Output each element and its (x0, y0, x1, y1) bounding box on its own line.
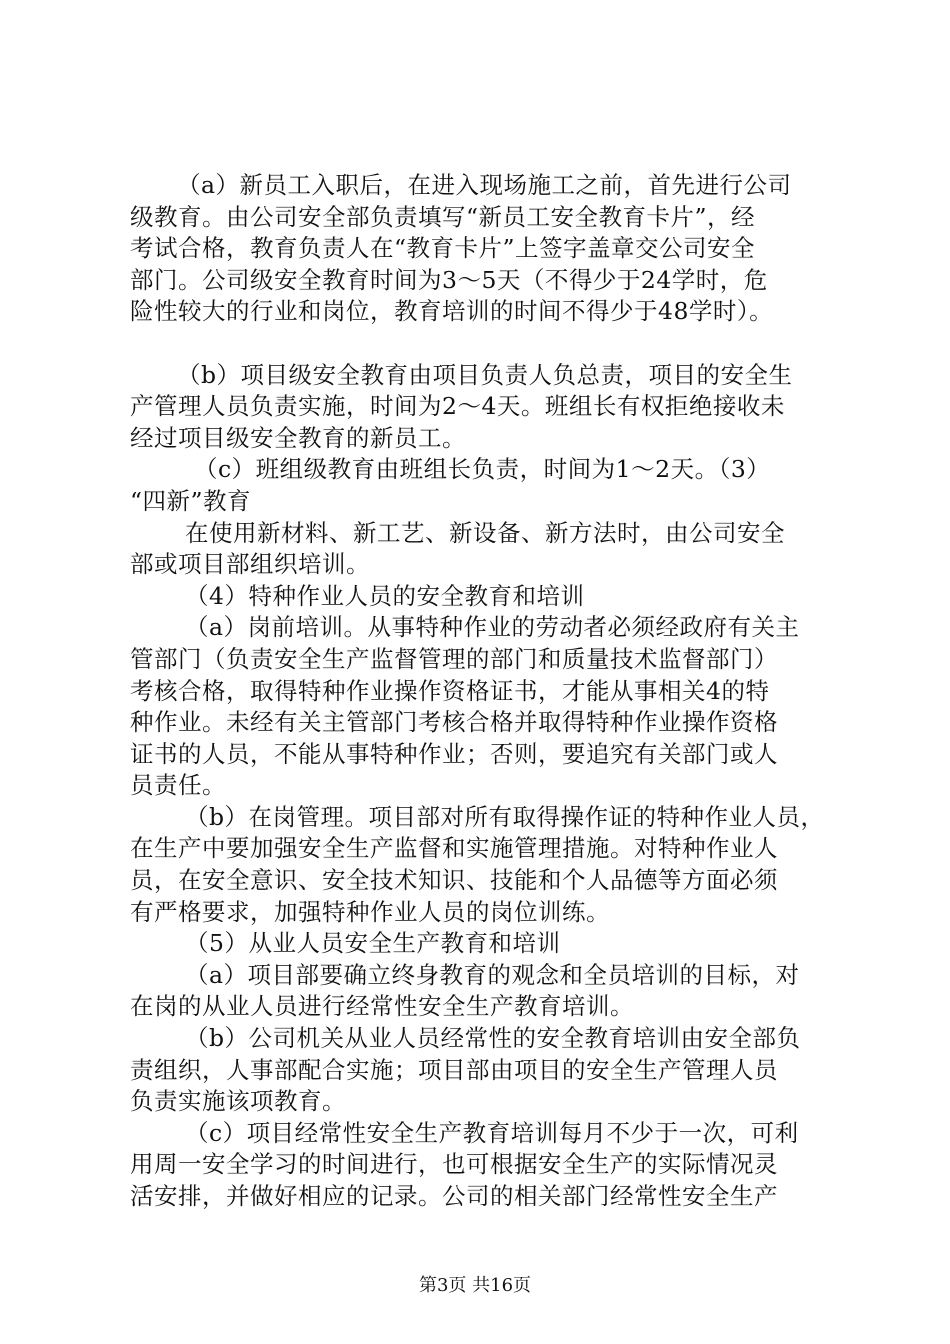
text-line: 员责任。 (130, 771, 226, 800)
text-line: 有严格要求，加强特种作业人员的岗位训练。 (130, 897, 610, 926)
text-line: 考试合格，教育负责人在“教育卡片”上签字盖章交公司安全 (130, 234, 756, 263)
text-line: 在生产中要加强安全生产监督和实施管理措施。对特种作业人 (130, 834, 778, 863)
text-line: 管部门（负责安全生产监督管理的部门和质量技术监督部门） (130, 644, 778, 673)
text-line: （b）公司机关从业人员经常性的安全教育培训由安全部负 (185, 1024, 801, 1053)
text-line: （b）在岗管理。项目部对所有取得操作证的特种作业人员， (185, 802, 825, 831)
text-line: （c）班组级教育由班组长负责，时间为1～2天。（3） (194, 455, 771, 484)
text-line: 考核合格，取得特种作业操作资格证书，才能从事相关4的特 (130, 676, 770, 705)
text-line: 责组织，人事部配合实施；项目部由项目的安全生产管理人员 (130, 1055, 778, 1084)
text-line: 部或项目部组织培训。 (130, 550, 370, 579)
text-line: 负责实施该项教育。 (130, 1087, 346, 1116)
text-line: （a）岗前培训。从事特种作业的劳动者必须经政府有关主 (185, 613, 800, 642)
text-line: 用周一安全学习的时间进行，也可根据安全生产的实际情况灵 (130, 1150, 778, 1179)
text-line: （a）新员工入职后，在进入现场施工之前，首先进行公司 (177, 171, 792, 199)
section-heading: （4）特种作业人员的安全教育和培训 (185, 581, 585, 610)
text-line: （c）项目经常性安全生产教育培训每月不少于一次，可利 (185, 1118, 799, 1147)
text-line: 员，在安全意识、安全技术知识、技能和个人品德等方面必须 (130, 866, 778, 895)
paragraph-gap (130, 328, 830, 360)
text-line: 在岗的从业人员进行经常性安全生产教育培训。 (130, 992, 634, 1021)
page-number-footer: 第3页 共16页 (418, 1275, 532, 1296)
text-line: 部门。公司级安全教育时间为3～5天（不得少于24学时，危 (130, 265, 768, 294)
text-line: 级教育。由公司安全部负责填写“新员工安全教育卡片”，经 (130, 202, 756, 231)
document-body (130, 170, 830, 1213)
text-line: 险性较大的行业和岗位，教育培训的时间不得少于48学时）。 (130, 297, 774, 326)
text-line: 证书的人员，不能从事特种作业；否则，要追究有关部门或人 (130, 739, 778, 768)
text-line: （a）项目部要确立终身教育的观念和全员培训的目标，对 (185, 960, 800, 989)
text-line: 经过项目级安全教育的新员工。 (130, 423, 466, 452)
text-line: 产管理人员负责实施，时间为2～4天。班组长有权拒绝接收未 (130, 392, 785, 421)
text-line: 活安排，并做好相应的记录。公司的相关部门经常性安全生产 (130, 1182, 778, 1210)
text-line: （b）项目级安全教育由项目负责人负总责，项目的安全生 (177, 360, 793, 389)
section-heading: （5）从业人员安全生产教育和培训 (185, 929, 561, 958)
text-line: 种作业。未经有关主管部门考核合格并取得特种作业操作资格 (130, 708, 778, 737)
text-line: 在使用新材料、新工艺、新设备、新方法时，由公司安全 (185, 518, 785, 547)
text-line: “四新”教育 (130, 486, 252, 515)
